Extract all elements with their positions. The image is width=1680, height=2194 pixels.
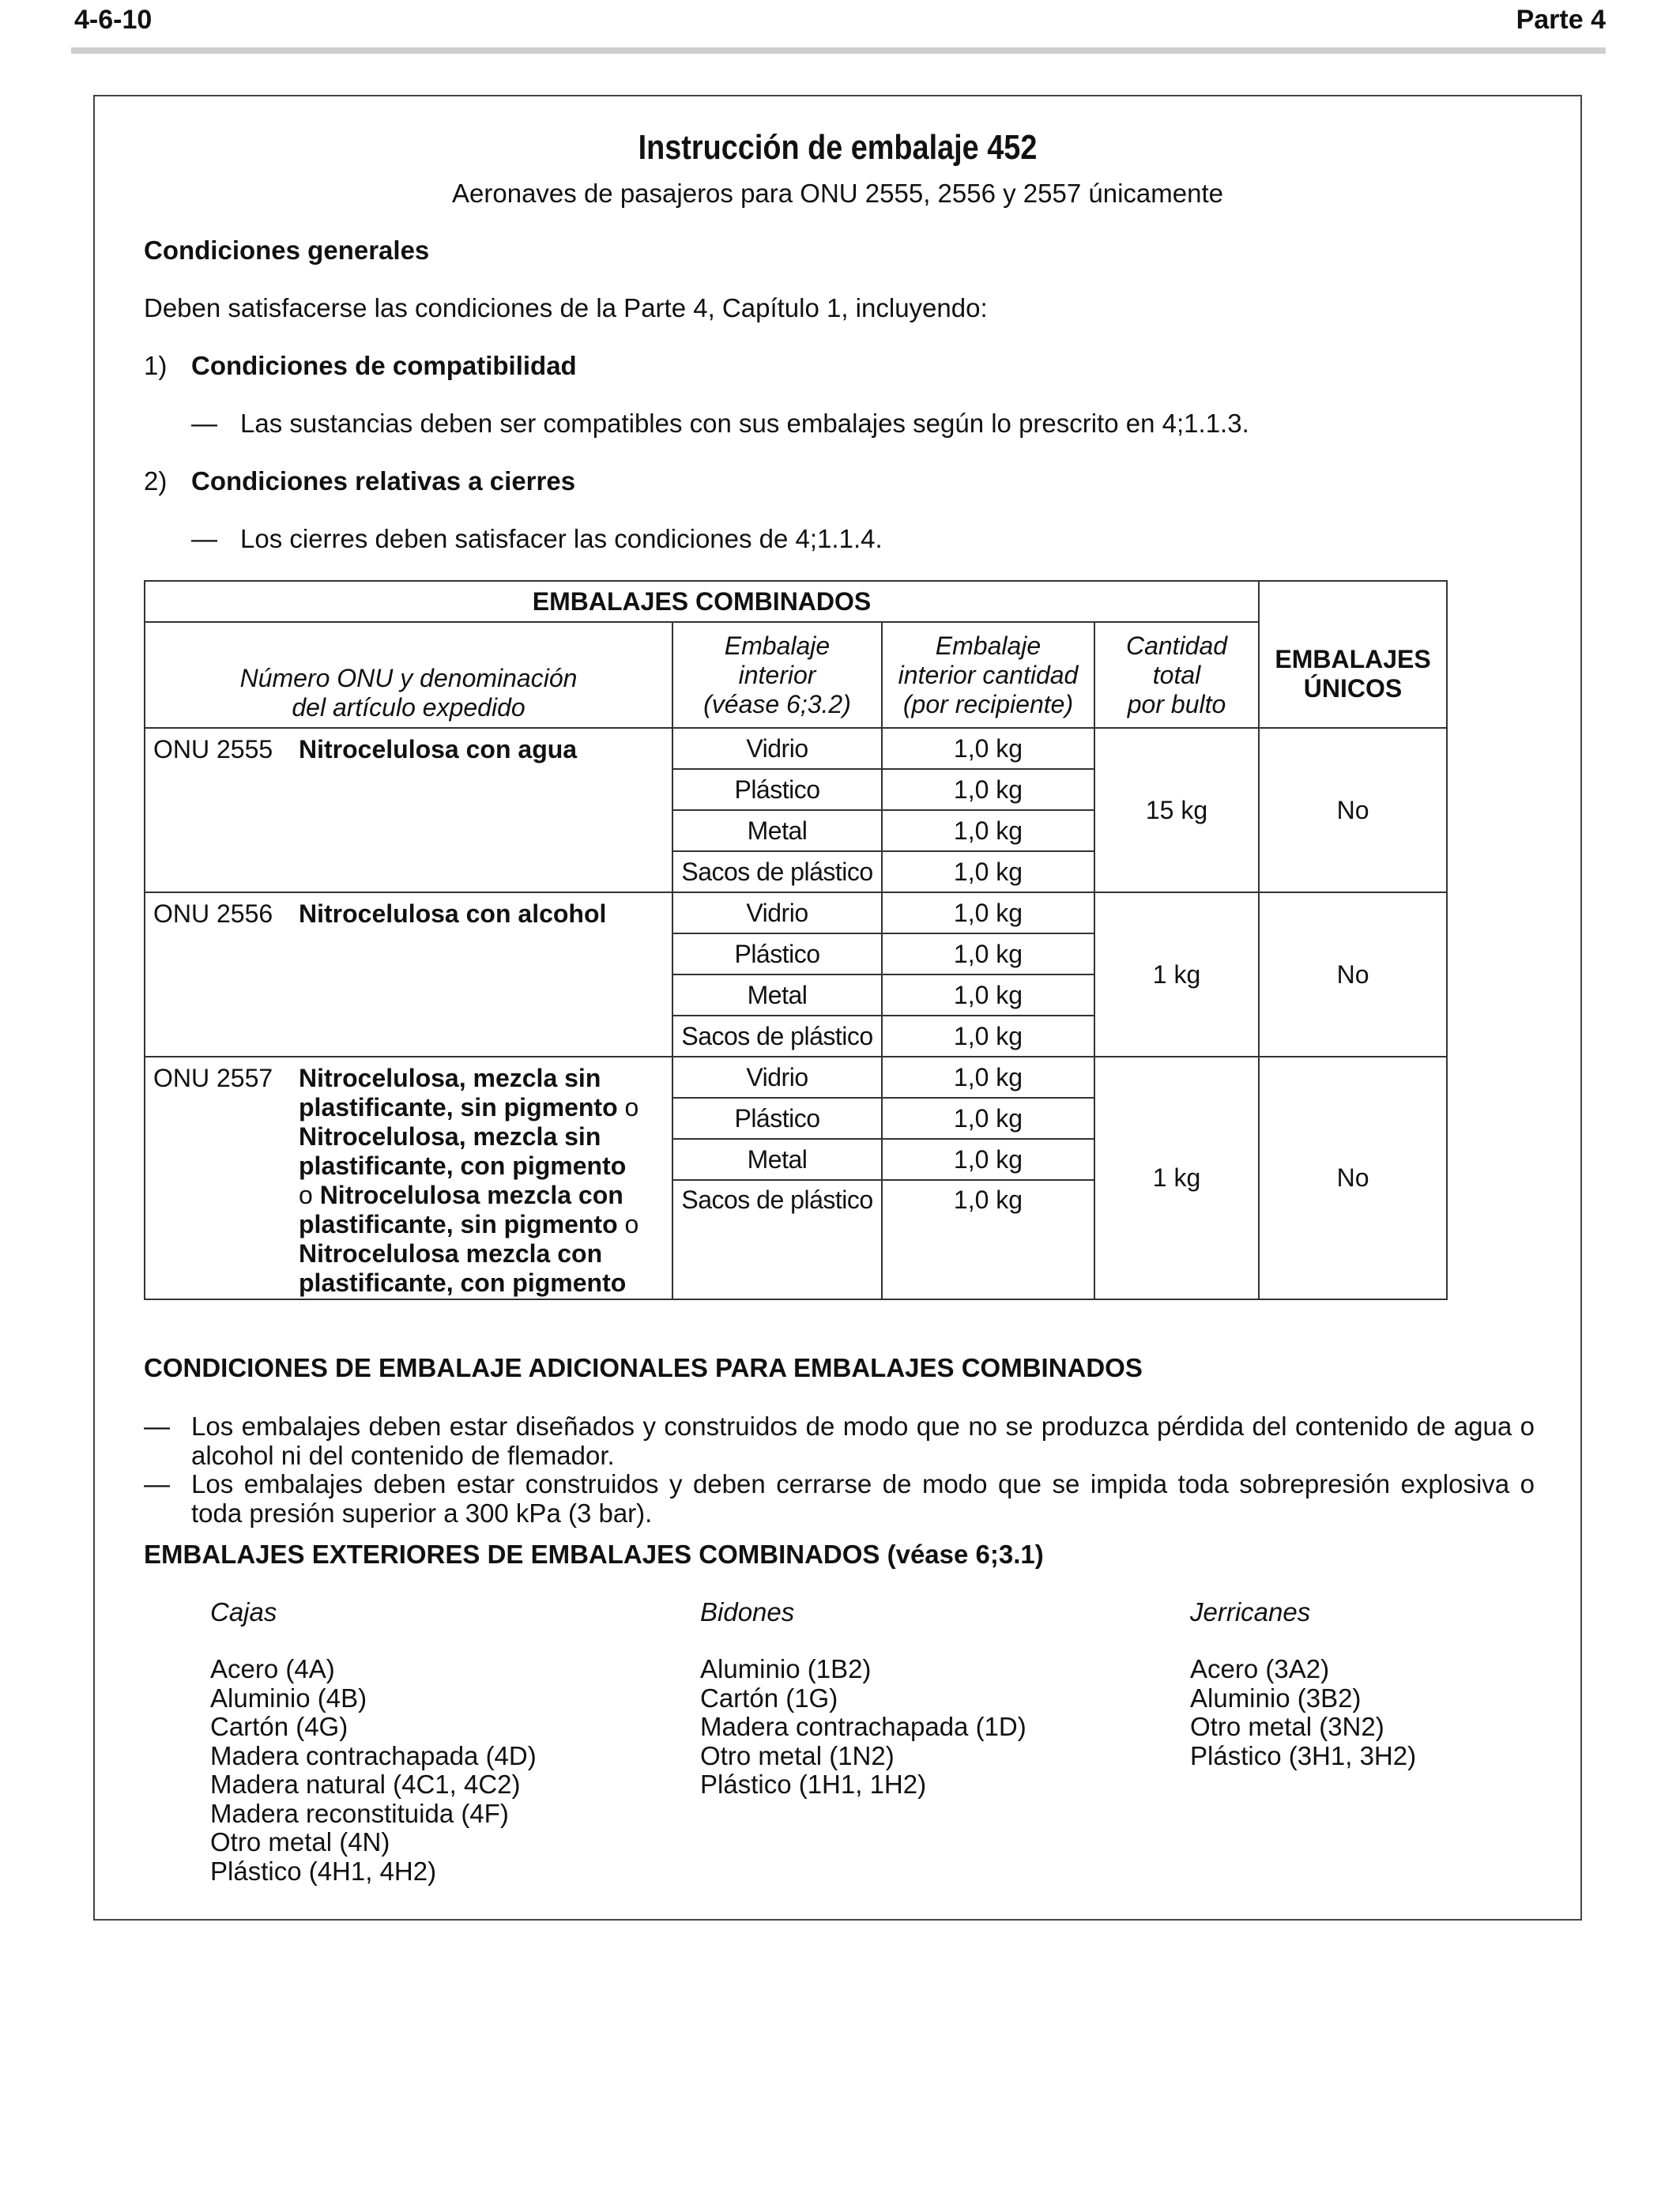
inner-packaging-cell: Metal xyxy=(672,1139,882,1180)
un-number: ONU 2556 xyxy=(153,899,273,928)
list-item: Acero (4A) xyxy=(210,1654,335,1683)
inner-quantity-cell: 1,0 kg xyxy=(882,1098,1094,1139)
list-item: Plástico (4H1, 4H2) xyxy=(210,1856,437,1886)
list-item: Plástico (1H1, 1H2) xyxy=(700,1770,927,1799)
inner-packaging-cell: Plástico xyxy=(672,933,882,974)
un-header-line-2: del artículo expedido xyxy=(292,693,525,722)
total-quantity-cell: 15 kg xyxy=(1094,728,1259,892)
qty-header-line-2: interior cantidad xyxy=(898,660,1079,689)
single-packagings-cell: No xyxy=(1259,1057,1447,1299)
inner-quantity-header xyxy=(882,622,1094,728)
total-header-line-3: por bulto xyxy=(1127,689,1226,718)
qty-header-line-3: (por recipiente) xyxy=(902,689,1074,718)
inner-quantity-cell: 1,0 kg xyxy=(882,933,1094,974)
single-packagings-cell: No xyxy=(1259,728,1447,892)
inner-header-line-1: Embalaje xyxy=(724,631,831,660)
total-header-line-2: total xyxy=(1152,660,1201,689)
un-number: ONU 2557 xyxy=(153,1064,273,1092)
outer-heading: EMBALAJES EXTERIORES DE EMBALAJES COMBINADOS (véase 6;3.1) xyxy=(144,1540,1044,1569)
list-item: Aluminio (1B2) xyxy=(700,1654,872,1683)
list-item: Madera contrachapada (1D) xyxy=(700,1712,1026,1741)
outer-column-title: Bidones xyxy=(700,1597,795,1627)
total-quantity-header xyxy=(1094,622,1259,728)
un-entry-cell xyxy=(145,892,672,1057)
inner-quantity-cell: 1,0 kg xyxy=(882,728,1094,769)
un-entry-cell xyxy=(145,728,672,892)
list-item: Otro metal (3N2) xyxy=(1190,1712,1384,1741)
shipping-name xyxy=(299,899,643,929)
page-subtitle: Aeronaves de pasajeros para ONU 2555, 2556 y 2557 únicamente xyxy=(452,179,1223,208)
header-rule xyxy=(71,47,1606,54)
table-row xyxy=(145,728,1447,769)
inner-packaging-cell: Plástico xyxy=(672,1098,882,1139)
item-1-number: 1) xyxy=(144,351,168,380)
inner-header-line-2: interior xyxy=(738,660,816,689)
inner-packaging-cell: Vidrio xyxy=(672,1057,882,1098)
shipping-name-part: Nitrocelulosa con agua xyxy=(299,735,578,763)
outer-column-list xyxy=(700,1655,1026,1800)
single-header-line-2: ÚNICOS xyxy=(1303,674,1403,703)
list-item: Acero (3A2) xyxy=(1190,1654,1330,1683)
single-packagings-cell: No xyxy=(1259,892,1447,1057)
total-quantity-cell: 1 kg xyxy=(1094,1057,1259,1299)
shipping-name-part: Nitrocelulosa, mezcla sin plastificante, sin pigmento xyxy=(299,1064,618,1122)
packing-table xyxy=(144,580,1448,1300)
single-packagings-header xyxy=(1259,581,1447,728)
general-heading: Condiciones generales xyxy=(144,236,430,265)
general-intro: Deben satisfacerse las condiciones de la Parte 4, Capítulo 1, incluyendo: xyxy=(144,293,988,322)
outer-column-list xyxy=(210,1655,537,1886)
un-column-header xyxy=(145,622,672,728)
item-1-title: Condiciones de compatibilidad xyxy=(191,351,577,380)
combined-packagings-header: EMBALAJES COMBINADOS xyxy=(145,581,1259,622)
item-2-title: Condiciones relativas a cierres xyxy=(191,466,576,496)
inner-packaging-header xyxy=(672,622,882,728)
shipping-name-part: Nitrocelulosa mezcla con plastificante, sin pigmento xyxy=(299,1181,623,1238)
list-item: Cartón (4G) xyxy=(210,1712,348,1741)
shipping-name xyxy=(299,1064,643,1298)
inner-packaging-cell: Plástico xyxy=(672,769,882,810)
inner-quantity-cell: 1,0 kg xyxy=(882,1016,1094,1057)
inner-packaging-cell: Vidrio xyxy=(672,728,882,769)
single-header-line-1: EMBALAJES xyxy=(1275,645,1431,673)
un-entry-cell xyxy=(145,1057,672,1299)
outer-column-list xyxy=(1190,1655,1416,1770)
item-2-number: 2) xyxy=(144,466,168,496)
inner-header-line-3: (véase 6;3.2) xyxy=(703,689,851,718)
additional-2-dash: — xyxy=(144,1469,170,1498)
shipping-name-connector: o xyxy=(617,1210,639,1238)
inner-quantity-cell: 1,0 kg xyxy=(882,974,1094,1016)
inner-quantity-cell: 1,0 kg xyxy=(882,892,1094,933)
un-number: ONU 2555 xyxy=(153,735,273,763)
shipping-name-part: Nitrocelulosa mezcla con plastificante, con pigmento xyxy=(299,1239,627,1297)
shipping-name-connector: o xyxy=(617,1093,639,1122)
inner-quantity-cell: 1,0 kg xyxy=(882,1139,1094,1180)
list-item: Aluminio (4B) xyxy=(210,1683,367,1713)
list-item: Otro metal (1N2) xyxy=(700,1740,895,1770)
shipping-name-part: Nitrocelulosa con alcohol xyxy=(299,899,607,928)
item-2-dash: — xyxy=(191,524,217,553)
table-row xyxy=(145,892,1447,933)
list-item: Aluminio (3B2) xyxy=(1190,1683,1362,1713)
list-item: Madera natural (4C1, 4C2) xyxy=(210,1770,521,1799)
inner-quantity-cell: 1,0 kg xyxy=(882,851,1094,892)
total-header-line-1: Cantidad xyxy=(1125,631,1228,660)
additional-1-dash: — xyxy=(144,1412,170,1441)
inner-packaging-cell: Sacos de plástico xyxy=(672,851,882,892)
list-item: Plástico (3H1, 3H2) xyxy=(1190,1740,1417,1770)
additional-2-text: Los embalajes deben estar construidos y deben cerrarse de modo que se impida toda sobrepresión explosiva o toda presión superior a 300 kPa (3 bar). xyxy=(191,1469,1535,1528)
inner-packaging-cell: Sacos de plástico xyxy=(672,1016,882,1057)
additional-1-text: Los embalajes deben estar diseñados y construidos de modo que no se produzca pérdida del contenido de agua o alcohol ni del contenido de flemador. xyxy=(191,1412,1535,1470)
inner-packaging-cell: Metal xyxy=(672,974,882,1016)
inner-packaging-cell: Sacos de plástico xyxy=(672,1180,882,1299)
outer-column-title: Cajas xyxy=(210,1597,277,1627)
page-number: 4-6-10 xyxy=(74,5,153,35)
shipping-name-part: Nitrocelulosa, mezcla sin plastificante, con pigmento xyxy=(299,1122,627,1180)
list-item: Madera contrachapada (4D) xyxy=(210,1740,537,1770)
shipping-name xyxy=(299,735,643,764)
inner-quantity-cell: 1,0 kg xyxy=(882,810,1094,851)
list-item: Cartón (1G) xyxy=(700,1683,838,1713)
un-header-line-1: Número ONU y denominación xyxy=(239,664,578,692)
list-item: Otro metal (4N) xyxy=(210,1827,390,1857)
item-1-dash: — xyxy=(191,409,217,438)
table-row xyxy=(145,1057,1447,1098)
inner-packaging-cell: Vidrio xyxy=(672,892,882,933)
list-item: Madera reconstituida (4F) xyxy=(210,1798,509,1828)
inner-quantity-cell: 1,0 kg xyxy=(882,1180,1094,1299)
inner-quantity-cell: 1,0 kg xyxy=(882,1057,1094,1098)
additional-heading: CONDICIONES DE EMBALAJE ADICIONALES PARA EMBALAJES COMBINADOS xyxy=(144,1353,1143,1382)
total-quantity-cell: 1 kg xyxy=(1094,892,1259,1057)
inner-quantity-cell: 1,0 kg xyxy=(882,769,1094,810)
item-1-text: Las sustancias deben ser compatibles con sus embalajes según lo prescrito en 4;1.1.3. xyxy=(240,409,1249,438)
page-title: Instrucción de embalaje 452 xyxy=(638,128,1038,167)
item-2-text: Los cierres deben satisfacer las condiciones de 4;1.1.4. xyxy=(240,524,883,553)
shipping-name-connector: o xyxy=(299,1181,320,1209)
part-label: Parte 4 xyxy=(1516,5,1606,35)
inner-packaging-cell: Metal xyxy=(672,810,882,851)
outer-column-title: Jerricanes xyxy=(1190,1597,1311,1627)
qty-header-line-1: Embalaje xyxy=(935,631,1042,660)
instruction-box xyxy=(93,95,1582,1921)
